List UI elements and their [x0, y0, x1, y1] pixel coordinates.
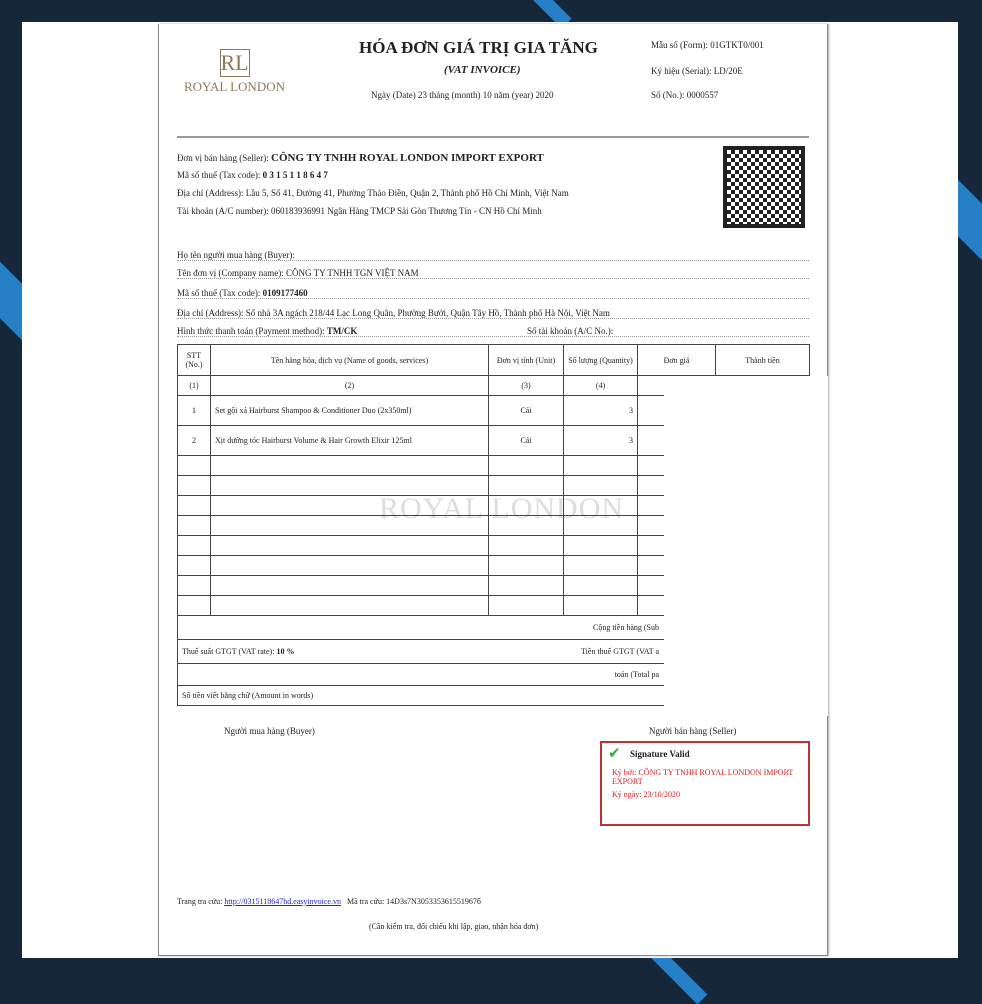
subtotal-label: Cộng tiền hàng (Sub	[178, 616, 810, 640]
serial: Ký hiệu (Serial): LD/20E	[651, 66, 743, 76]
buyer-signature-label: Người mua hàng (Buyer)	[224, 726, 315, 736]
label: Thuế suất GTGT (VAT rate):	[182, 647, 275, 656]
row-qty: 3	[564, 426, 638, 456]
seller-address	[177, 188, 569, 198]
col-header: Số lượng (Quantity)	[564, 345, 638, 376]
account-label: Số tài khoản (A/C No.):	[527, 326, 614, 336]
invoice-page	[158, 24, 828, 956]
total-label: toán (Total pa	[178, 664, 810, 686]
buyer-tax	[177, 288, 809, 299]
lookup-link[interactable]: http://0315118647hd.easyinvoice.vn	[224, 897, 341, 906]
invoice-date: Ngày (Date) 23 tháng (month) 10 năm (year) 2020	[371, 90, 554, 100]
label: Trang tra cứu:	[177, 897, 223, 906]
signed-by: Ký bởi: CÔNG TY TNHH ROYAL LONDON IMPORT EXPORT	[612, 768, 794, 786]
row-name: Set gội xả Hairburst Shampoo & Conditioner Duo (2x350ml)	[211, 396, 489, 426]
invoice-subtitle: (VAT INVOICE)	[444, 64, 521, 76]
form-number: Mẫu số (Form): 01GTKT0/001	[651, 40, 764, 50]
value: TM/CK	[326, 326, 358, 336]
vat-rate: 10 %	[276, 647, 295, 656]
value: Số nhà 3A ngách 218/44 Lạc Long Quân, Phường Bưởi, Quận Tây Hồ, Thành phố Hà Nội, Việt Nam	[245, 308, 610, 318]
label: Tài khoản (A/C number):	[177, 206, 269, 216]
value: CÔNG TY TNHH TGN VIỆT NAM	[285, 268, 419, 278]
vat-amount-label: Tiền thuế GTGT (VAT a	[581, 647, 659, 656]
signature-valid: Signature Valid	[630, 749, 690, 759]
footer-note: (Cần kiểm tra, đối chiếu khi lập, giao, nhận hóa đơn)	[369, 922, 539, 931]
index-cell: (4)	[564, 376, 638, 396]
label: Tên đơn vị (Company name):	[177, 268, 284, 278]
value: 0109177460	[262, 288, 308, 298]
col-header: Đơn giá	[638, 345, 716, 376]
label: Địa chỉ (Address):	[177, 308, 244, 318]
signed-date: Ký ngày: 23/10/2020	[612, 790, 680, 799]
watermark: ROYAL LONDON	[379, 492, 625, 525]
logo-monogram: RL	[220, 50, 249, 75]
col-header: STT (No.)	[178, 345, 211, 376]
buyer-address	[177, 308, 809, 319]
index-cell: (1)	[178, 376, 211, 396]
index-cell: (3)	[489, 376, 564, 396]
qr-code	[723, 146, 805, 228]
lookup-line	[177, 897, 481, 906]
row-name: Xịt dưỡng tóc Hairburst Volume & Hair Growth Elixir 125ml	[211, 426, 489, 456]
row-no: 2	[178, 426, 211, 456]
digital-signature-box	[600, 741, 810, 826]
payment-method	[177, 326, 809, 337]
row-unit: Cái	[489, 396, 564, 426]
value: Lầu 5, Số 41, Đường 41, Phường Thảo Điền, Quận 2, Thành phố Hồ Chí Minh, Việt Nam	[245, 188, 569, 198]
check-icon: ✔	[608, 746, 621, 762]
seller-tax	[177, 170, 328, 180]
label: Hình thức thanh toán (Payment method):	[177, 326, 325, 336]
label: Mã số thuế (Tax code):	[177, 170, 261, 180]
lookup-code: Mã tra cứu: 14D3s7N305335361551967б	[346, 897, 481, 906]
col-header: Thành tiền	[716, 345, 810, 376]
cropped-area	[664, 376, 828, 716]
label: Họ tên người mua hàng (Buyer):	[177, 250, 295, 260]
col-header: Tên hàng hóa, dịch vụ (Name of goods, services)	[211, 345, 489, 376]
seller-name	[177, 152, 544, 164]
seller-account	[177, 206, 542, 216]
divider	[177, 136, 809, 138]
amount-in-words: Số tiền viết bằng chữ (Amount in words)	[178, 686, 810, 706]
logo	[177, 39, 292, 95]
invoice-number: Số (No.): 0000557	[651, 90, 719, 100]
label: Địa chỉ (Address):	[177, 188, 244, 198]
buyer-name	[177, 250, 809, 261]
index-cell: (2)	[211, 376, 489, 396]
row-unit: Cái	[489, 426, 564, 456]
logo-text: ROYAL LONDON	[184, 79, 285, 94]
buyer-company	[177, 268, 809, 279]
value: 0 3 1 5 1 1 8 6 4 7	[262, 170, 328, 180]
row-qty: 3	[564, 396, 638, 426]
row-no: 1	[178, 396, 211, 426]
value: 060183936991 Ngân Hàng TMCP Sài Gòn Thương Tín - CN Hồ Chí Minh	[270, 206, 542, 216]
label: Mã số thuế (Tax code):	[177, 288, 261, 298]
col-header: Đơn vị tính (Unit)	[489, 345, 564, 376]
invoice-title: HÓA ĐƠN GIÁ TRỊ GIA TĂNG	[359, 38, 598, 57]
label: Đơn vị bán hàng (Seller):	[177, 153, 269, 163]
seller-signature-label: Người bán hàng (Seller)	[649, 726, 737, 736]
value: CÔNG TY TNHH ROYAL LONDON IMPORT EXPORT	[271, 152, 544, 164]
